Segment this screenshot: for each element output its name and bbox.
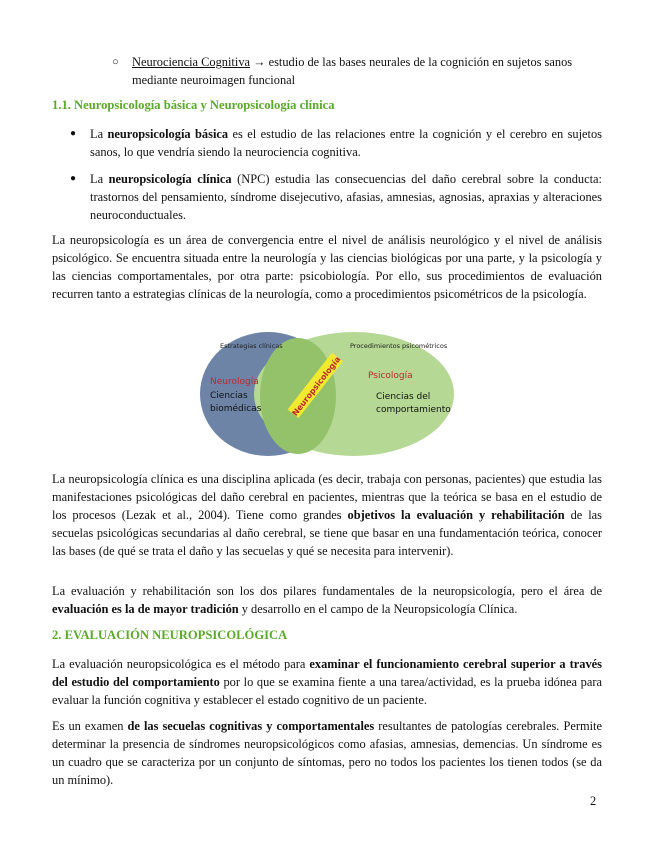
venn-diagram: [200, 328, 460, 458]
paragraph-convergencia: La neuropsicología es un área de convergencia entre el nivel de análisis neurológico y el nivel de análisis psicológico. Se encuentra situada entre la neurología y las ciencias biológicas por una parte, y la psicología y las ciencias comportamentales, por otra parte: psicobiología. Por ello, sus procedimientos de evaluación recurren tanto a estrategias clínicas de la neurología, como a procedimientos psicométricos de la psicología.: [52, 233, 602, 301]
diagram-right-body-2: comportamiento: [376, 405, 451, 415]
diagram-right-top: Procedimientos psicométricos: [350, 342, 448, 350]
paragraph-evaluacion-metodo: La evaluación neuropsicológica es el método para examinar el funcionamiento cerebral superior a través del estudio del comportamiento por lo que se examina fiente a una tarea/actividad, es la prueba idónea para evaluar la función cognitiva y establecer el estado cognitivo de un paciente.: [52, 657, 602, 707]
diagram-left-title: Neurología: [210, 377, 259, 387]
diagram-right-body-1: Ciencias del: [376, 392, 431, 402]
bullet-neuropsicologia-basica: ● La neuropsicología básica es el estudio de las relaciones entre la cognición y el cerebro en sujetos sanos, lo que vendría siendo la neurociencia cognitiva.: [70, 127, 602, 159]
hollow-bullet-icon: ○: [112, 56, 119, 68]
bullet-icon: ●: [70, 128, 77, 139]
diagram-center-label: Neuropsicología: [290, 354, 343, 418]
bullet-icon: ●: [70, 173, 77, 184]
diagram-left-top: Estrategias clínicas: [220, 342, 283, 350]
venn-overlap: [260, 338, 336, 454]
paragraph-evaluacion-rehabilitacion: La evaluación y rehabilitación son los dos pilares fundamentales de la neuropsicología, pero el área de evaluación es la de mayor tradición y desarrollo en el campo de la Neuropsicología Clínica.: [52, 584, 602, 616]
page-number: 2: [590, 794, 597, 808]
section-heading-2: 2. EVALUACIÓN NEUROPSICOLÓGICA: [52, 628, 288, 642]
bullet-neuropsicologia-clinica: ● La neuropsicología clínica (NPC) estudia las consecuencias del daño cerebral sobre la conducta: trastornos del pensamiento, síndrome disejecutivo, afasias, amnesias, agnosias, apraxias y alteraciones neuroconductuales.: [70, 172, 602, 222]
section-heading-1-1: 1.1. Neuropsicología básica y Neuropsicología clínica: [52, 98, 335, 112]
diagram-left-body-1: Ciencias: [210, 391, 248, 401]
diagram-left-body-2: biomédicas: [210, 404, 262, 414]
diagram-right-title: Psicología: [368, 371, 413, 381]
paragraph-neuropsicologia-clinica: La neuropsicología clínica es una disciplina aplicada (es decir, trabaja con personas, pacientes) que estudia las manifestaciones psicológicas del daño cerebral en pacientes, mientras que la teórica se basa en el estudio de los procesos (Lezak et al., 2004). Tiene como grandes objetivos la evaluación y rehabilitación de las secuelas psicológicas secundarias al daño cerebral, se tiene que basar en una fundamentación teórica, conocer las bases (de qué se trata el daño y las secuelas y qué se necesita para intervenir).: [52, 472, 602, 558]
paragraph-examen-secuelas: Es un examen de las secuelas cognitivas y comportamentales resultantes de patologías cerebrales. Permite determinar la presencia de síndromes neuropsicológicos como afasias, amnesias, demencias. Un síndrome es un cuadro que se caracteriza por un conjunto de síntomas, pero no todos los pacientes los tienen todos (se da un mínimo).: [52, 719, 603, 787]
term-neurociencia-cognitiva: Neurociencia Cognitiva: [132, 55, 251, 69]
sub-item-neurociencia-cognitiva: ○ Neurociencia Cognitiva → estudio de las bases neurales de la cognición en sujetos sanos mediante neuroimagen funcional: [112, 55, 573, 87]
